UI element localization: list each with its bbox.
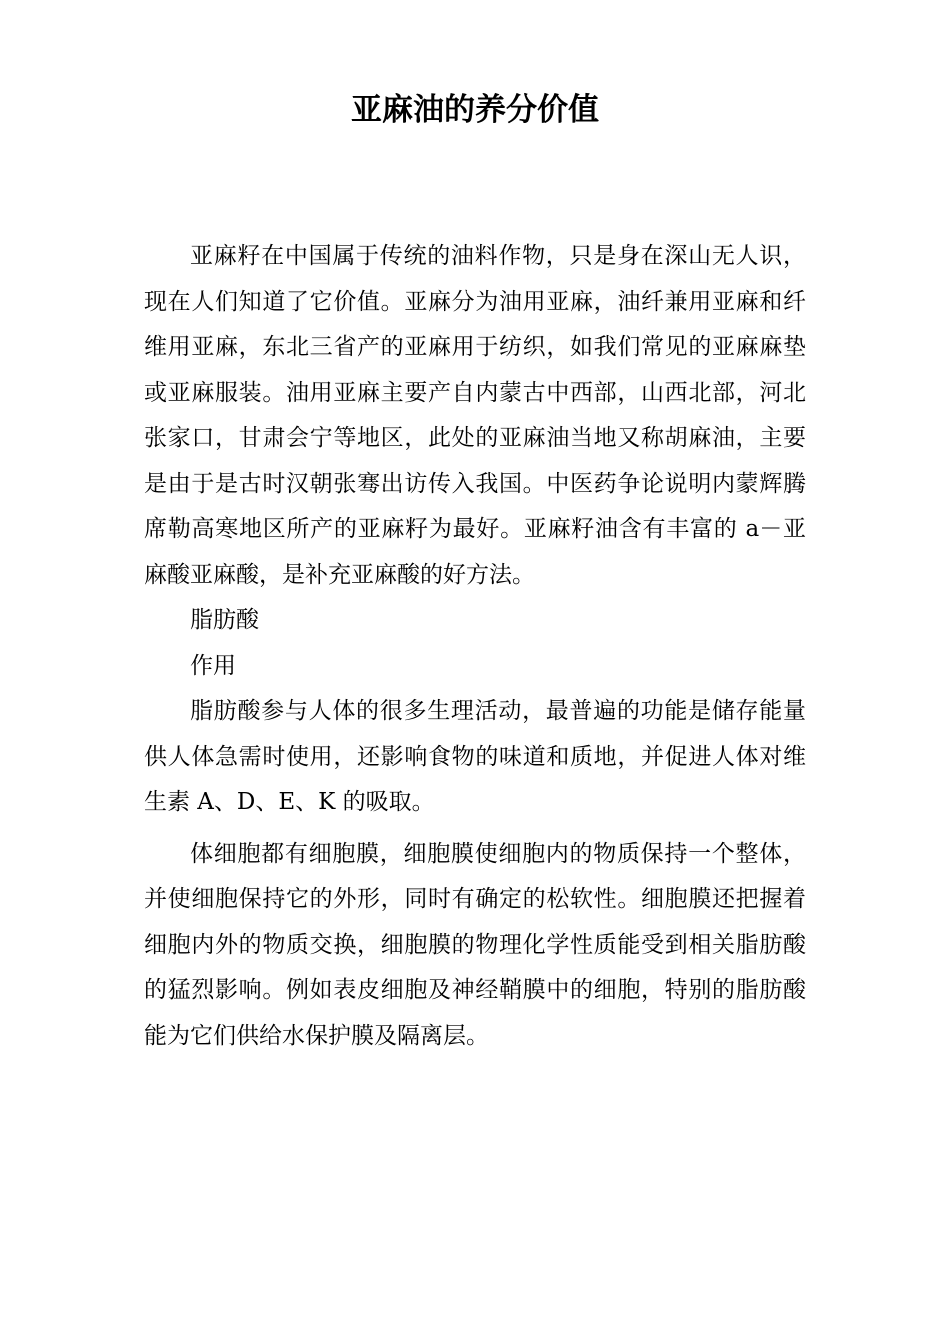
- paragraph-cell-membrane: 体细胞都有细胞膜，细胞膜使细胞内的物质保持一个整体，并使细胞保持它的外形，同时有确定的松软性。细胞膜还把握着细胞内外的物质交换，细胞膜的物理化学性质能受到相关脂肪酸的猛烈影响。例如表皮细胞及神经鞘膜中的细胞，特别的脂肪酸能为它们供给水保护膜及隔离层。: [144, 840, 806, 1049]
- document-title: 亚麻油的养分价值: [351, 92, 599, 128]
- heading-function: 作用: [190, 652, 236, 679]
- heading-fatty-acid: 脂肪酸: [190, 607, 259, 633]
- document-body: [144, 234, 806, 1059]
- paragraph-fatty-acid-function: 脂肪酸参与人体的很多生理活动，最普遍的功能是储存能量供人体急需时使用，还影响食物的味道和质地，并促进人体对维生素 A、D、E、K 的吸取。: [144, 698, 806, 815]
- paragraph-intro: 亚麻籽在中国属于传统的油料作物，只是身在深山无人识，现在人们知道了它价值。亚麻分为油用亚麻，油纤兼用亚麻和纤维用亚麻，东北三省产的亚麻用于纺织，如我们常见的亚麻麻垫或亚麻服装。油用亚麻主要产自内蒙古中西部，山西北部，河北张家口，甘肃会宁等地区，此处的亚麻油当地又称胡麻油，主要是由于是古时汉朝张骞出访传入我国。中医药争论说明内蒙辉腾席勒高寒地区所产的亚麻籽为最好。亚麻籽油含有丰富的 a－亚麻酸亚麻酸，是补充亚麻酸的好方法。: [144, 243, 806, 588]
